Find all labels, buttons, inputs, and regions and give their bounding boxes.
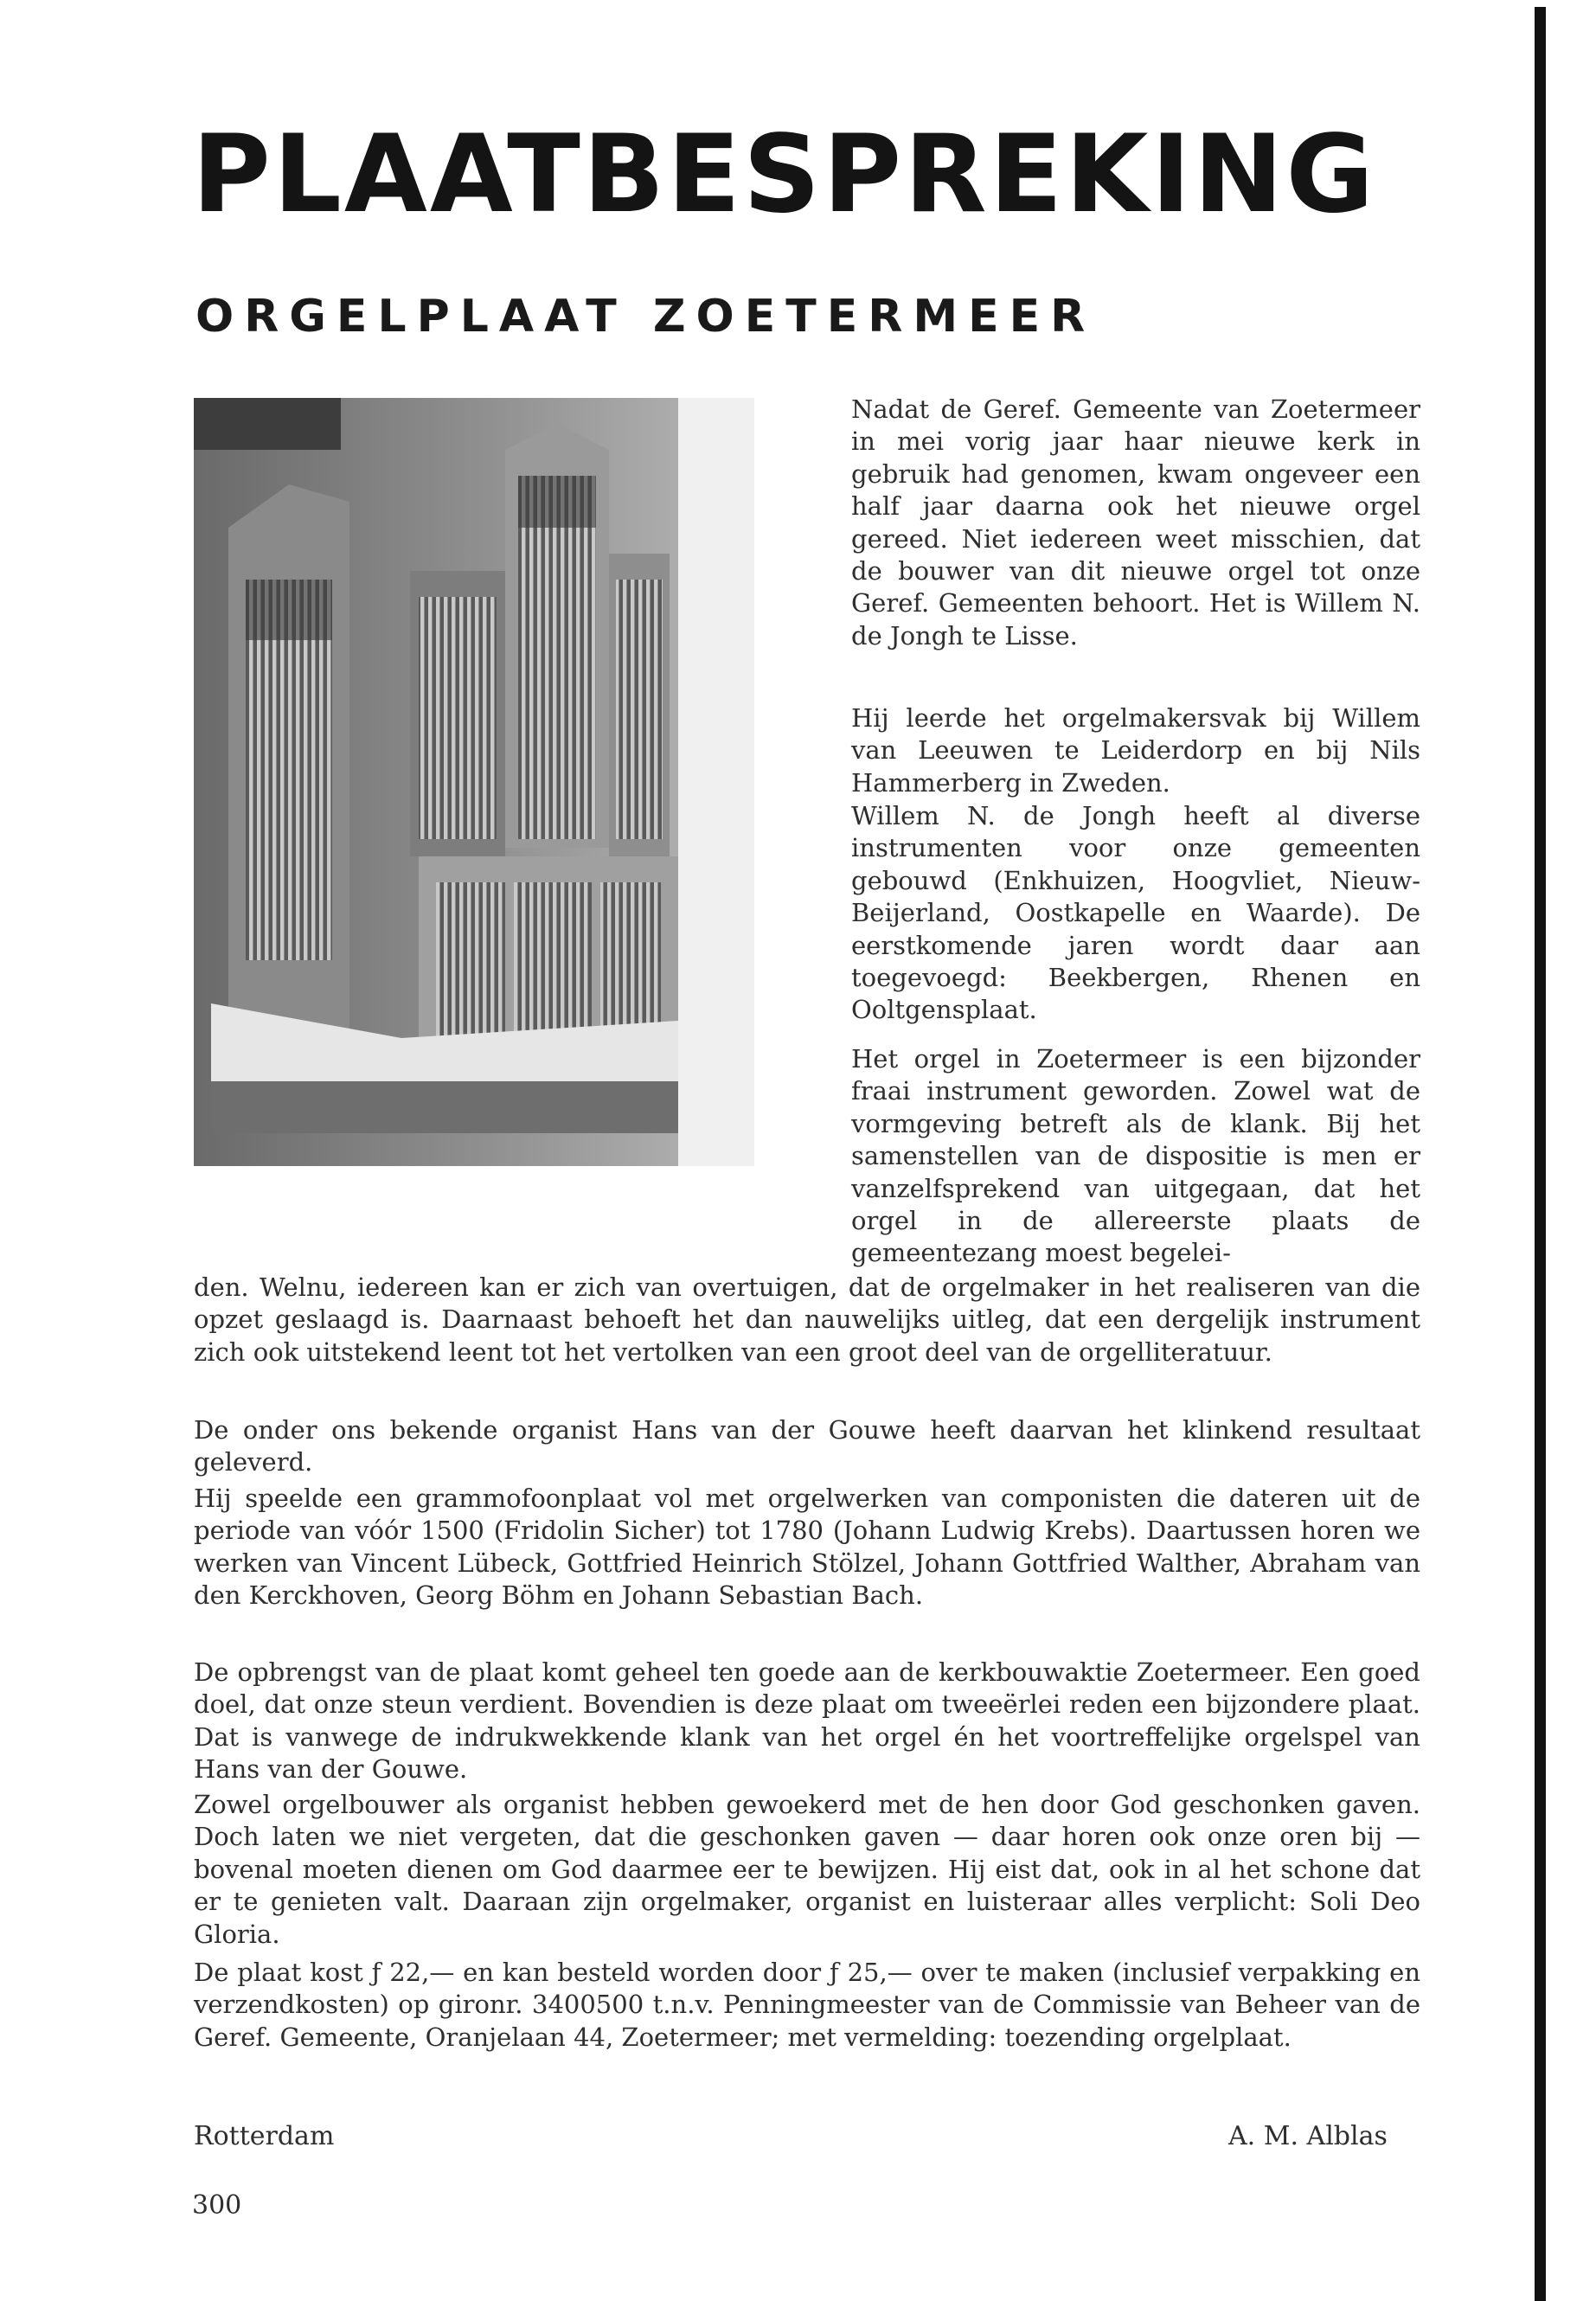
article-paragraph: De plaat kost ƒ 22,— en kan besteld worden door ƒ 25,— over te maken (inclusief verpakking en verzendkosten) op gironr. 3400500 t.n.v. Penningmeester van de Commissie van Beheer van de Geref. Gemeente, Oranjelaan 44, Zoetermeer; met vermelding: toezending orgelplaat. — [194, 1958, 1420, 2052]
article-paragraph: Hij leerde het orgelmakersvak bij Willem van Leeuwen te Leiderdorp en bij Nils Hammerberg in Zweden. — [851, 703, 1420, 798]
signature-place: Rotterdam — [194, 2121, 335, 2151]
masthead: PLAATBESPREKING — [192, 112, 1377, 237]
page-edge-rule — [1535, 7, 1546, 2301]
organ-photo — [194, 398, 754, 1166]
page-number: 300 — [192, 2190, 242, 2221]
article-paragraph: Het orgel in Zoetermeer is een bijzonder fraai instrument geworden. Zowel wat de vormgeving betreft als de klank. Bij het samenstellen van de dispositie is men er vanzelfsprekend van uitgegaan, dat het orgel in de allereerste plaats de gemeentezang moest begelei- — [851, 1044, 1420, 1268]
article-paragraph: De onder ons bekende organist Hans van der Gouwe heeft daarvan het klinkend resultaat geleverd. — [194, 1415, 1420, 1477]
article-paragraph: Nadat de Geref. Gemeente van Zoetermeer in mei vorig jaar haar nieuwe kerk in gebruik had genomen, kwam ongeveer een half jaar daarna ook het nieuwe orgel gereed. Niet iedereen weet misschien, dat de bouwer van dit nieuwe orgel tot onze Geref. Gemeenten behoort. Het is Willem N. de Jongh te Lisse. — [851, 394, 1420, 651]
article-paragraph: Hij speelde een grammofoonplaat vol met orgelwerken van componisten die dateren uit de periode van vóór 1500 (Fridolin Sicher) tot 1780 (Johann Ludwig Krebs). Daartussen horen we werken van Vincent Lübeck, Gottfried Heinrich Stölzel, Johann Gottfried Walther, Abraham van den Kerckhoven, Georg Böhm en Johann Sebastian Bach. — [194, 1484, 1420, 1611]
article-paragraph: De opbrengst van de plaat komt geheel ten goede aan de kerkbouwaktie Zoetermeer. Een goed doel, dat onze steun verdient. Bovendien is deze plaat om tweeërlei reden een bijzondere plaat. Dat is vanwege de indrukwekkende klank van het orgel én het voortreffelijke orgelspel van Hans van der Gouwe. — [194, 1657, 1420, 1785]
article-paragraph: den. Welnu, iedereen kan er zich van overtuigen, dat de orgelmaker in het realiseren van die opzet geslaagd is. Daarnaast behoeft het dan nauwelijks uitleg, dat een dergelijk instrument zich ook uitstekend leent tot het vertolken van een groot deel van de orgelliteratuur. — [194, 1272, 1420, 1367]
organ-photo-icon — [194, 398, 754, 1166]
article-title: ORGELPLAAT ZOETERMEER — [195, 291, 1096, 343]
article-paragraph: Willem N. de Jongh heeft al diverse instrumenten voor onze gemeenten gebouwd (Enkhuizen, Hoogvliet, Nieuw-Beijerland, Oostkapelle en Waarde). De eerstkomende jaren wordt daar aan toegevoegd: Beekbergen, Rhenen en Ooltgensplaat. — [851, 801, 1420, 1025]
signature-author: A. M. Alblas — [1228, 2121, 1388, 2151]
article-paragraph: Zowel orgelbouwer als organist hebben gewoekerd met de hen door God geschonken gaven. Doch laten we niet vergeten, dat die geschonken gaven — daar horen ook onze oren bij — bovenal moeten dienen om God daarmee eer te bewijzen. Hij eist dat, ook in al het schone dat er te genieten valt. Daaraan zijn orgelmaker, organist en luisteraar alles verplicht: Soli Deo Gloria. — [194, 1790, 1420, 1949]
